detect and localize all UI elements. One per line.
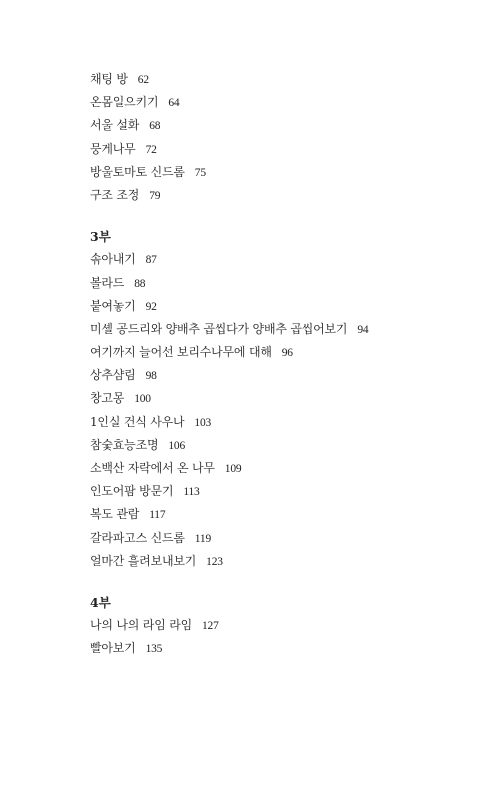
toc-entry-title: 1인실 건식 사우나 <box>90 414 185 429</box>
toc-entry-page: 64 <box>168 97 180 110</box>
toc-entry-page: 68 <box>149 120 161 133</box>
toc-entry <box>90 272 470 295</box>
toc-entry-page: 117 <box>149 509 166 522</box>
toc-entry-title: 여기까지 늘어선 보리수나무에 대해 <box>90 345 272 360</box>
toc-entry <box>90 480 470 503</box>
toc-entry <box>90 68 470 91</box>
toc-entry <box>90 387 470 410</box>
toc-entry <box>90 161 470 184</box>
toc-section-part3 <box>90 225 470 573</box>
toc-entry-page: 72 <box>145 143 157 156</box>
toc-entry-page: 100 <box>134 393 151 406</box>
toc-group-continued <box>90 68 470 207</box>
toc-entry-page: 98 <box>145 370 157 383</box>
toc-entry-page: 88 <box>134 277 146 290</box>
toc-entry-page: 87 <box>145 254 157 267</box>
toc-entry <box>90 138 470 161</box>
toc-entry-page: 119 <box>194 532 211 545</box>
toc-entry-page: 109 <box>224 463 242 475</box>
toc-entry <box>90 184 470 207</box>
toc-entry-title: 붙여놓기 <box>90 298 136 313</box>
toc-entry <box>90 248 470 271</box>
toc-entry <box>90 411 470 434</box>
toc-entry-title: 빨아보기 <box>90 641 136 656</box>
toc-entry-page: 94 <box>357 323 369 336</box>
toc-entry <box>90 457 470 480</box>
table-of-contents <box>90 68 470 661</box>
toc-entry-title: 얼마간 흘려보내보기 <box>90 553 197 568</box>
toc-entry-page: 123 <box>206 555 223 568</box>
toc-entry <box>90 637 470 660</box>
toc-entry-title: 뭉게나무 <box>90 141 136 156</box>
toc-entry <box>90 114 470 137</box>
toc-entry-title: 미셸 공드리와 양배추 곱씹다가 양배추 곱씹어보기 <box>90 321 348 336</box>
toc-entry <box>90 318 470 341</box>
toc-section-part4 <box>90 591 470 661</box>
toc-entry <box>90 295 470 318</box>
toc-entry-title: 방울토마토 신드롬 <box>90 164 185 179</box>
toc-entry-title: 솎아내기 <box>90 252 136 267</box>
section-heading: 4부 <box>90 594 111 610</box>
toc-entry <box>90 364 470 387</box>
toc-entry-page: 79 <box>149 189 161 202</box>
section-heading: 3부 <box>90 229 111 245</box>
toc-entry-page: 92 <box>145 300 157 313</box>
toc-entry <box>90 503 470 526</box>
toc-entry-page: 135 <box>145 643 163 656</box>
toc-entry <box>90 527 470 550</box>
toc-entry <box>90 614 470 637</box>
toc-entry-page: 75 <box>194 166 206 179</box>
toc-entry-title: 구조 조정 <box>90 187 140 202</box>
toc-entry <box>90 91 470 114</box>
toc-entry-title: 볼라드 <box>90 275 125 290</box>
toc-entry-page: 113 <box>183 486 200 499</box>
toc-entry-page: 127 <box>201 620 219 633</box>
toc-entry-title: 인도어팜 방문기 <box>90 484 174 499</box>
toc-entry-title: 서울 설화 <box>90 118 140 133</box>
toc-entry-page: 62 <box>137 74 149 86</box>
toc-entry-title: 온몸일으키기 <box>90 95 159 110</box>
toc-entry-page: 106 <box>168 439 186 452</box>
toc-entry-title: 복도 관람 <box>90 507 140 522</box>
toc-entry <box>90 550 470 573</box>
toc-entry <box>90 341 470 364</box>
toc-entry <box>90 434 470 457</box>
toc-entry-title: 갈라파고스 신드롬 <box>90 530 185 545</box>
toc-entry-page: 96 <box>281 347 293 360</box>
toc-entry-title: 상추샴림 <box>90 368 136 383</box>
toc-entry-title: 소백산 자락에서 온 나무 <box>90 461 215 475</box>
toc-entry-page: 103 <box>194 416 212 429</box>
toc-entry-title: 채팅 방 <box>90 72 128 86</box>
toc-entry-title: 참숯효능조명 <box>90 437 159 452</box>
toc-entry-title: 나의 나의 라임 라임 <box>90 618 192 633</box>
toc-entry-title: 창고몽 <box>90 391 125 406</box>
